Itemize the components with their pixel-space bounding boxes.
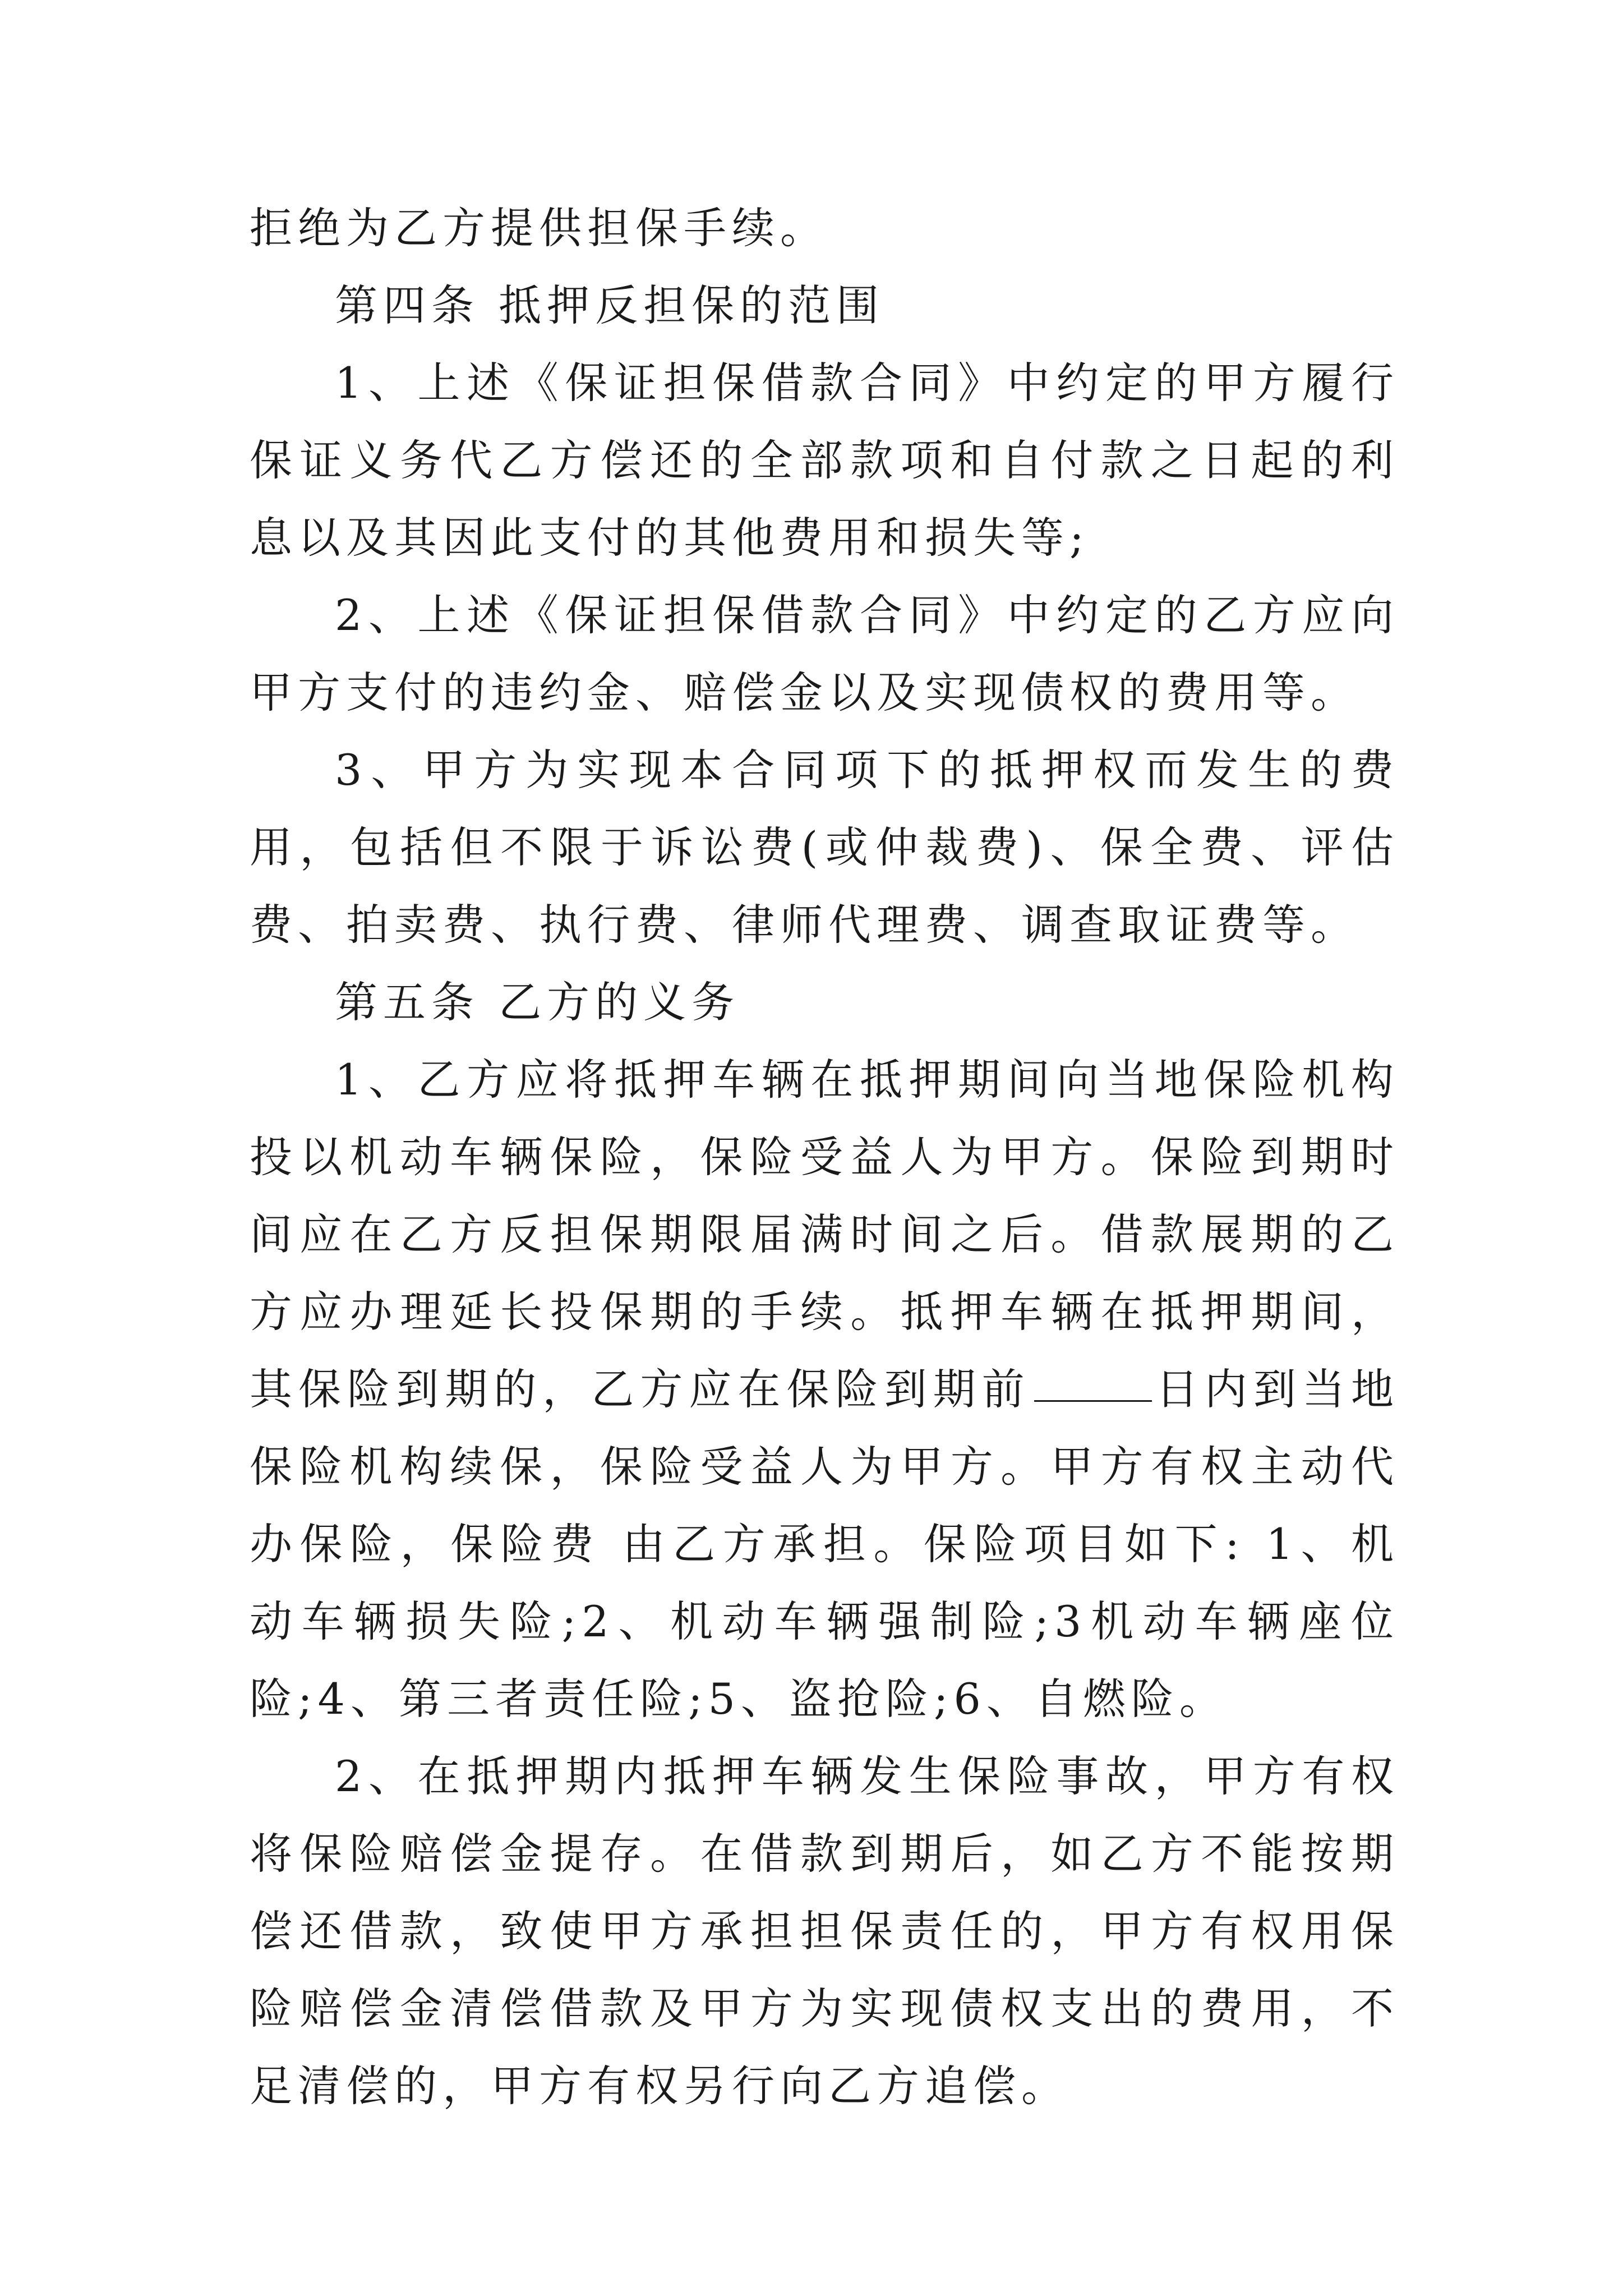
document-body bbox=[250, 190, 1399, 2125]
article-5-item-1-text-before-blank: 1、乙方应将抵押车辆在抵押期间向当地保险机构投以机动车辆保险，保险受益人为甲方。保险到期时间应在乙方反担保期限届满时间之后。借款展期的乙方应办理延长投保期的手续。抵押车辆在抵押期间，其保险到期的，乙方应在保险到期前 bbox=[250, 1055, 1399, 1414]
article-5-item-2: 2、在抵押期内抵押车辆发生保险事故，甲方有权将保险赔偿金提存。在借款到期后，如乙方不能按期偿还借款，致使甲方承担担保责任的，甲方有权用保险赔偿金清偿借款及甲方为实现债权支出的费用，不足清偿的，甲方有权另行向乙方追偿。 bbox=[250, 1751, 1399, 2111]
article-4-item-3: 3、甲方为实现本合同项下的抵押权而发生的费用，包括但不限于诉讼费(或仲裁费)、保全费、评估费、拍卖费、执行费、律师代理费、调查取证费等。 bbox=[250, 745, 1399, 950]
paragraph-continuation: 拒绝为乙方提供担保手续。 bbox=[250, 203, 828, 253]
article-5-heading: 第五条 乙方的义务 bbox=[335, 977, 740, 1027]
fill-in-blank bbox=[1034, 1400, 1152, 1402]
article-5-item-1 bbox=[250, 1041, 1399, 1738]
article-5-item-1-text-after-blank: 日内到当地保险机构续保，保险受益人为甲方。甲方有权主动代办保险，保险费 由乙方承担。保险项目如下: 1、机动车辆损失险;2、机动车辆强制险;3机动车辆座位险;4、第三者责任险;5、盗抢险;6、自燃险。 bbox=[250, 1364, 1400, 1724]
article-4-heading: 第四条 抵押反担保的范围 bbox=[335, 280, 885, 330]
article-4-item-1: 1、上述《保证担保借款合同》中约定的甲方履行保证义务代乙方偿还的全部款项和自付款之日起的利息以及其因此支付的其他费用和损失等; bbox=[250, 358, 1399, 563]
article-4-item-2: 2、上述《保证担保借款合同》中约定的乙方应向甲方支付的违约金、赔偿金以及实现债权的费用等。 bbox=[250, 590, 1399, 717]
